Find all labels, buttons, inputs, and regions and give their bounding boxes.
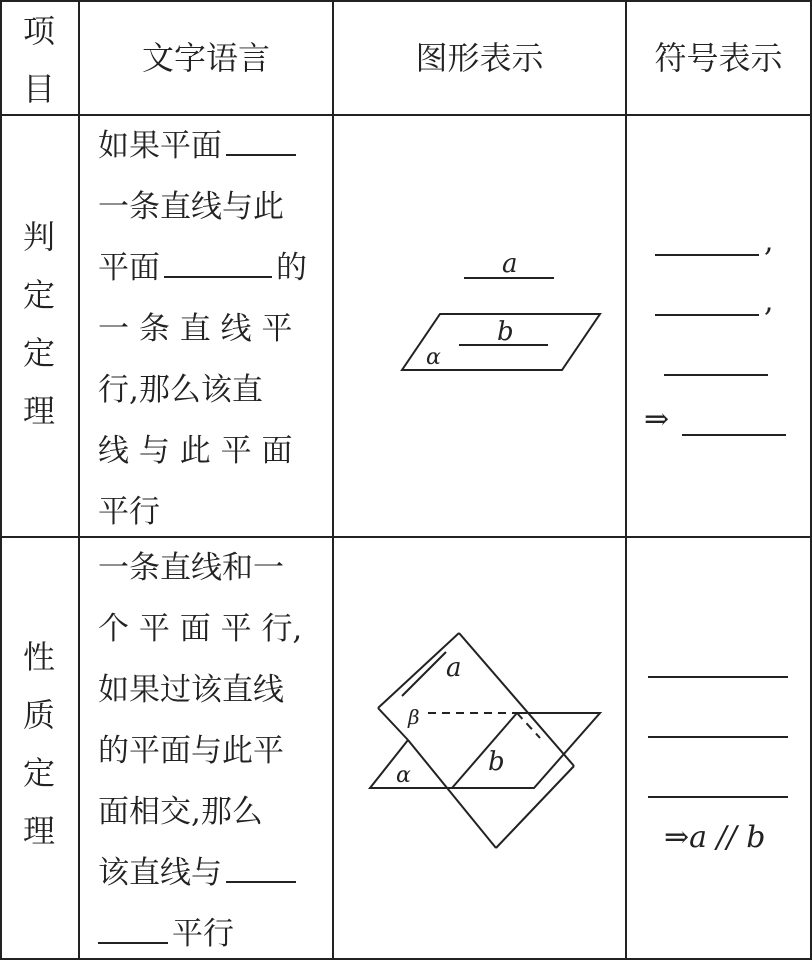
header-item-char1: 项 bbox=[22, 12, 55, 50]
symbol-blank-3[interactable] bbox=[664, 374, 768, 376]
header-item bbox=[19, 2, 59, 118]
symbol-blank-7[interactable] bbox=[648, 796, 788, 798]
plane-beta-edge bbox=[408, 740, 496, 848]
row1-line3 bbox=[98, 238, 310, 299]
row2-label bbox=[19, 628, 59, 860]
row1-label-char: 理 bbox=[22, 392, 55, 430]
row2-figure bbox=[334, 538, 625, 958]
row2-line7-post: 平行 bbox=[172, 916, 234, 952]
row1-label bbox=[19, 208, 59, 440]
header-item-char2: 目 bbox=[22, 70, 55, 108]
table-border-left bbox=[0, 0, 2, 960]
row2-label-char: 性 bbox=[22, 638, 55, 676]
row1-line6-char: 此 bbox=[179, 433, 211, 469]
plane-alpha-label: α bbox=[396, 763, 411, 788]
row1-line4-char: 平 bbox=[261, 311, 293, 347]
row1-line6 bbox=[98, 421, 310, 482]
row2-line6 bbox=[98, 843, 310, 904]
row2-line6-text: 该直线与 bbox=[98, 855, 222, 891]
plane-beta-edge bbox=[459, 633, 574, 766]
symbol-blank-5[interactable] bbox=[648, 676, 788, 678]
row2-line2-char: 面 bbox=[179, 611, 211, 647]
row1-label-char: 定 bbox=[22, 334, 55, 372]
symbol-comma-1: , bbox=[764, 224, 774, 259]
line-b-label: b bbox=[488, 747, 505, 777]
fill-blank[interactable] bbox=[98, 912, 168, 944]
row2-line1: 一条直线和一 bbox=[98, 550, 284, 586]
row1-line4 bbox=[98, 299, 310, 360]
fill-blank[interactable] bbox=[226, 124, 296, 156]
row2-line2-char: 个 bbox=[98, 611, 129, 647]
row1-label-char: 定 bbox=[22, 276, 55, 314]
result-symbol: ⇒a // b bbox=[664, 820, 766, 855]
plane-beta-edge bbox=[378, 708, 408, 740]
row2-text bbox=[98, 538, 310, 965]
row1-line2: 一条直线与此 bbox=[98, 189, 284, 225]
symbol-comma-2: , bbox=[764, 284, 774, 319]
row1-line7: 平行 bbox=[98, 494, 160, 530]
row2-line5: 面相交,那么 bbox=[98, 794, 263, 830]
row1-line1 bbox=[98, 116, 310, 177]
table-border-col3 bbox=[625, 0, 627, 960]
row2-line2-char: 平 bbox=[220, 611, 252, 647]
row1-text bbox=[98, 116, 310, 543]
row2-line2 bbox=[98, 599, 310, 660]
line-b-label: b bbox=[497, 317, 514, 347]
row2-label-char: 质 bbox=[22, 696, 55, 734]
row1-line5: 行,那么该直 bbox=[98, 372, 263, 408]
beta-hidden-edge bbox=[517, 713, 540, 738]
symbol-blank-4[interactable] bbox=[682, 434, 786, 436]
row2-label-char: 理 bbox=[22, 812, 55, 850]
row2-line7 bbox=[98, 904, 310, 965]
row1-line3-post: 的 bbox=[276, 250, 307, 286]
row1-label-char: 判 bbox=[22, 218, 55, 256]
row1-line4-char: 线 bbox=[220, 311, 252, 347]
line-a-label: a bbox=[502, 249, 518, 279]
row1-line4-char: 一 bbox=[98, 311, 129, 347]
plane-alpha-label: α bbox=[426, 345, 441, 370]
fill-blank[interactable] bbox=[226, 851, 296, 883]
plane-beta-label: β bbox=[408, 705, 420, 729]
implies-symbol: ⇒ bbox=[644, 402, 670, 437]
row1-line4-char: 条 bbox=[138, 311, 170, 347]
symbol-blank-2[interactable] bbox=[655, 314, 759, 316]
row2-label-char: 定 bbox=[22, 754, 55, 792]
symbol-blank-6[interactable] bbox=[648, 736, 788, 738]
row1-line4-char: 直 bbox=[179, 311, 211, 347]
line-a-label: a bbox=[446, 653, 462, 683]
header-text-language: 文字语言 bbox=[141, 39, 270, 77]
row2-line3: 如果过该直线 bbox=[98, 672, 284, 708]
row1-line6-char: 线 bbox=[98, 433, 129, 469]
row1-line3-text: 平面 bbox=[98, 250, 160, 286]
row2-line2-char: 平 bbox=[138, 611, 170, 647]
table-border-col1 bbox=[78, 0, 80, 960]
plane-beta-edge bbox=[496, 766, 574, 848]
row1-line6-char: 平 bbox=[220, 433, 252, 469]
symbol-blank-1[interactable] bbox=[655, 254, 759, 256]
line-a bbox=[402, 652, 446, 696]
row2-line2-char: 行, bbox=[261, 611, 303, 647]
line-b bbox=[452, 713, 517, 788]
row1-line6-char: 与 bbox=[138, 433, 170, 469]
row2-line4: 的平面与此平 bbox=[98, 733, 284, 769]
header-figure: 图形表示 bbox=[415, 39, 544, 77]
fill-blank[interactable] bbox=[164, 246, 272, 278]
row1-line6-char: 面 bbox=[261, 433, 293, 469]
row1-line1-text: 如果平面 bbox=[98, 128, 222, 164]
row1-figure bbox=[334, 116, 625, 536]
header-symbol: 符号表示 bbox=[654, 39, 783, 77]
